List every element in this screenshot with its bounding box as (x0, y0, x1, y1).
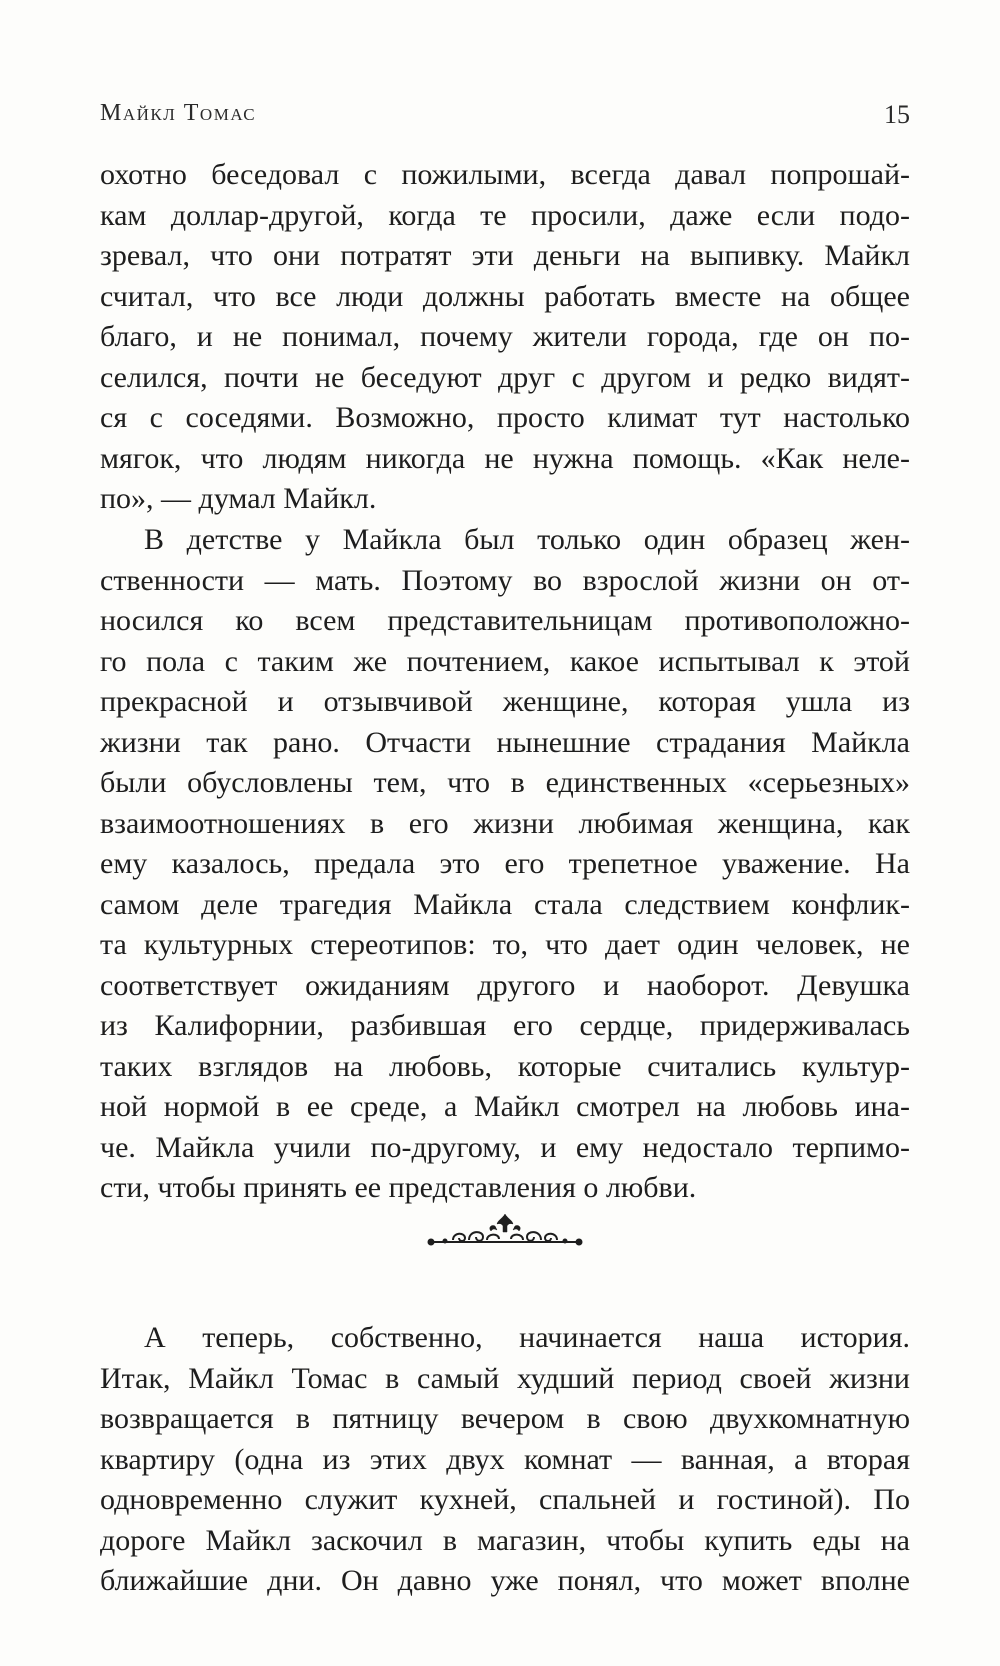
paragraph-3 (100, 1318, 910, 1602)
text-line: по», — думал Майкл. (100, 482, 377, 515)
text-line: благо, и не понимал, почему жители города, где он по- (100, 320, 910, 353)
text-line: зревал, что они потратят эти деньги на выпивку. Майкл (100, 239, 910, 272)
text-line: селился, почти не беседуют друг с другом и редко видят- (100, 360, 910, 394)
section-break-ornament-icon (425, 1210, 585, 1254)
text-line: были обусловлены тем, что в единственных «серьезных» (100, 766, 910, 799)
running-title: Майкл Томас (100, 100, 257, 126)
text-line: сти, чтобы принять ее представления о любви. (100, 1171, 697, 1204)
text-line: В детстве у Майкла был только один образец жен- (144, 523, 910, 556)
text-line: возвращается в пятницу вечером в свою двухкомнатную (100, 1402, 910, 1435)
text-line: ной нормой в ее среде, а Майкл смотрел на любовь ина- (100, 1090, 910, 1123)
text-line: охотно беседовал с пожилыми, всегда давал попрошай- (100, 158, 910, 191)
text-line: мягок, что людям никогда не нужна помощь. «Как неле- (100, 441, 910, 475)
paragraph-1 (100, 155, 910, 520)
text-line: А теперь, собственно, начинается наша история. (144, 1321, 910, 1354)
text-line: таких взглядов на любовь, которые считались культур- (100, 1049, 910, 1083)
paragraph-2 (100, 520, 910, 1209)
text-line: считал, что все люди должны работать вместе на общее (100, 279, 910, 313)
page-number: 15 (884, 100, 910, 129)
text-line: ближайшие дни. Он давно уже понял, что может вполне (100, 1564, 910, 1597)
text-line: та культурных стереотипов: то, что дает один человек, не (100, 928, 910, 961)
text-line: го пола с таким же почтением, какое испытывал к этой (100, 644, 910, 678)
text-line: Итак, Майкл Томас в самый худший период своей жизни (100, 1361, 910, 1395)
text-line: ся с соседями. Возможно, просто климат тут настолько (100, 401, 910, 434)
text-line: самом деле трагедия Майкла стала следствием конфлик- (100, 887, 910, 921)
text-line: соответствует ожиданиям другого и наоборот. Девушка (100, 968, 910, 1002)
text-line: прекрасной и отзывчивой женщине, которая ушла из (100, 685, 910, 718)
text-line: ственности — мать. Поэтому во взрослой жизни он от- (100, 563, 910, 597)
text-line: из Калифорнии, разбившая его сердце, придерживалась (100, 1009, 910, 1042)
text-line: ему казалось, предала это его трепетное уважение. На (100, 847, 910, 880)
text-line: носился ко всем представительницам противоположно- (100, 604, 910, 637)
running-head (100, 100, 910, 140)
text-line: взаимоотношениях в его жизни любимая женщина, как (100, 806, 910, 840)
text-line: квартиру (одна из этих двух комнат — ванная, а вторая (100, 1442, 910, 1476)
text-line: одновременно служит кухней, спальней и гостиной). По (100, 1483, 910, 1516)
text-line: кам доллар-другой, когда те просили, даже если подо- (100, 198, 910, 232)
text-line: че. Майкла учили по-другому, и ему недостало терпимо- (100, 1130, 910, 1164)
text-line: жизни так рано. Отчасти нынешние страдания Майкла (100, 725, 910, 759)
text-line: дороге Майкл заскочил в магазин, чтобы купить еды на (100, 1523, 910, 1557)
